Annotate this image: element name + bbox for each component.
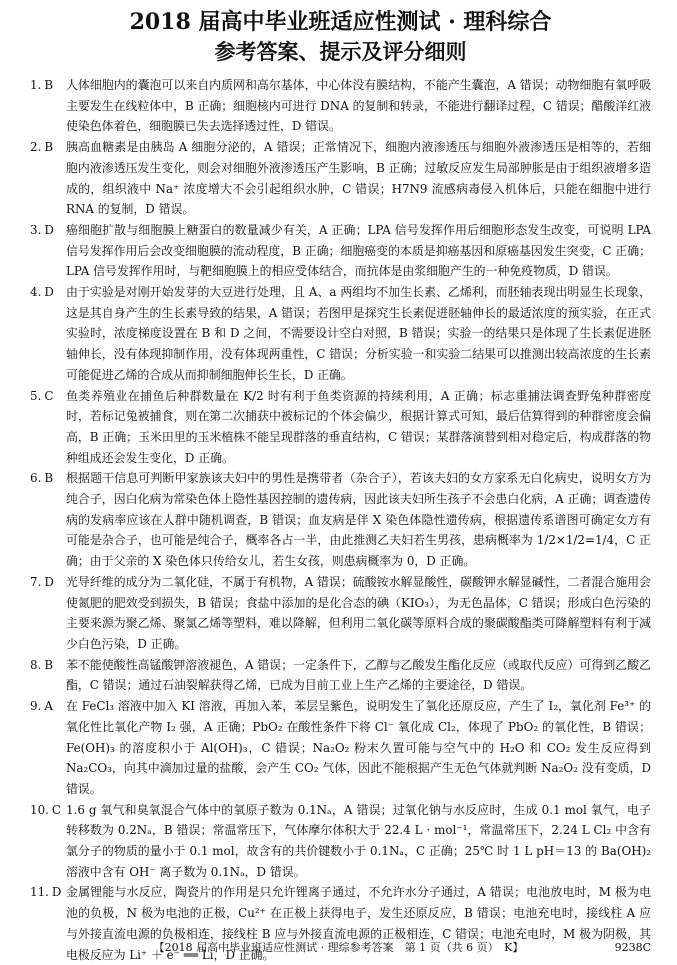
answer-explanation: 苯不能使酸性高锰酸钾溶液褪色，A 错误；一定条件下，乙醇与乙酸发生酯化反应（或取代反应）可得到乙酸乙酯，C 错误；通过石油裂解获得乙烯，已成为目前工业上生产乙烯的主要途径，D 错误。: [66, 657, 651, 693]
question-number: [30, 386, 64, 407]
answer-choice: B: [44, 140, 54, 155]
question-number-label: 9.: [30, 699, 42, 714]
answer-choice: C: [44, 388, 54, 403]
question-number-label: 11.: [30, 885, 49, 900]
answer-explanation: 鱼类养殖业在捕鱼后种群数量在 K/2 时有利于鱼类资源的持续利用，A 正确；标志重捕法调查野兔种群密度时，若标记兔被捕食，则在第二次捕获中被标记的个体会偏少，根据计算式可知，最后估算得到的种群密度会偏高，B 正确；玉米田里的玉米植株不能呈现群落的垂直结构，C 错误；某群落演替到相对稳定后，构成群落的物种组成还会发生变化，D 正确。: [66, 388, 651, 465]
answer-item: [30, 282, 651, 386]
answer-item: [30, 75, 651, 137]
question-number-label: 6.: [30, 471, 42, 486]
question-number: [30, 220, 64, 241]
question-number-label: 1.: [30, 78, 42, 92]
answer-explanation: 金属锂能与水反应，陶瓷片的作用是只允许锂离子通过，不允许水分子通过，A 错误；电池放电时，M 极为电池的负极，N 极为电池的正极，Cu²⁺ 在正极上获得电子，发生还原反应，B 错误；电池充电时，接线柱 A 应与外接直流电源的负极相连，接线柱 B 应与外接直流电源的正极相连，C 错误；电池充电时，M 极为阴极，其电极反应为 Li⁺ ＋ e⁻ ══ Li，D 正确。: [66, 885, 651, 962]
answer-explanation: 光导纤维的成分为二氧化硅，不属于有机物，A 错误；硫酸铵水解显酸性，碳酸钾水解显碱性，二者混合施用会使氮肥的肥效受到损失，B 错误；食盐中添加的是化合态的碘（KIO₃），为无色晶体，C 错误；形成白色污染的主要来源为聚乙烯、聚氯乙烯等塑料，难以降解，但利用二氧化碳等原料合成的聚碳酸酯类可降解塑料有利于减少白色污染，D 正确。: [66, 574, 651, 651]
answer-item: [30, 572, 651, 655]
answer-item: [30, 137, 651, 220]
answer-item: [30, 386, 651, 469]
answer-choice: D: [44, 222, 54, 237]
answer-explanation: 癌细胞扩散与细胞膜上糖蛋白的数量减少有关，A 正确；LPA 信号发挥作用后细胞形态发生改变，可说明 LPA 信号发挥作用后会改变细胞膜的流动程度，B 正确；细胞癌变的本质是抑癌基因和原癌基因发生突变，C 正确；LPA 信号发挥作用时，与靶细胞膜上的相应受体结合，而抗体是由浆细胞产生的一种免疫物质，D 错误。: [66, 222, 651, 279]
question-number-label: 10.: [30, 802, 49, 817]
answer-list: [30, 75, 651, 965]
answer-item: [30, 800, 651, 883]
document-subtitle: 参考答案、提示及评分细则: [214, 39, 467, 64]
question-number: [30, 800, 64, 821]
answer-explanation: 人体细胞内的囊泡可以来自内质网和高尔基体，中心体没有膜结构，不能产生囊泡，A 错误；动物细胞有氧呼吸主要发生在线粒体中，B 正确；细胞核内可进行 DNA 的复制和转录，不能进行翻译过程，C 错误；醋酸洋红液使染色体着色，细胞膜已失去选择透过性，D 错误。: [66, 78, 651, 134]
question-number: [30, 655, 64, 676]
question-number: [30, 282, 64, 303]
question-number-label: 5.: [30, 388, 42, 403]
question-number: [30, 75, 64, 96]
answer-choice: D: [51, 885, 62, 900]
question-number-label: 3.: [30, 222, 42, 237]
answer-explanation: 由于实验是对刚开始发芽的大豆进行处理，且 A、a 两组均不加生长素、乙烯利，而胚轴表现出明显生长现象，这是其自身产生的生长素导致的结果，A 错误；若图甲是探究生长素促进胚轴伸长的最适浓度的预实验，在正式实验时，浓度梯度设置在 B 和 D 之间，不需要设计空白对照，B 错误；实验一的结果只是体现了生长素促进胚轴伸长，没有体现抑制作用，没有体现两重性，C 错误；分析实验一和实验二结果可以推测出较高浓度的生长素可能促进乙烯的合成从而抑制细胞伸长生长，D 正确。: [66, 285, 651, 382]
answer-item: [30, 220, 651, 282]
answer-choice: B: [44, 78, 54, 92]
question-number: [30, 137, 64, 158]
question-number: [30, 882, 64, 903]
document-title: 2018 届高中毕业班适应性测试 · 理科综合: [129, 9, 552, 35]
answer-choice: B: [44, 471, 54, 486]
page-footer: [0, 941, 677, 955]
answer-explanation: 根据题干信息可判断甲家族该夫妇中的男性是携带者（杂合子），若该夫妇的女方家系无白化病史，说明女方为纯合子，因白化病为常染色体上隐性基因控制的遗传病，因此该夫妇所生孩子不会患白化病，A 正确；调查遗传病的发病率应该在人群中随机调查，B 错误；血友病是伴 X 染色体隐性遗传病，根据遗传系谱图可确定女方有可能是杂合子，也可能是纯合子，概率各占一半，由此推测乙夫妇若生男孩，患病概率为 1/2×1/2=1/4，C 正确；由于父亲的 X 染色体只传给女儿，若生女孩，则患病概率为 0，D 正确。: [66, 471, 651, 569]
question-number-label: 8.: [30, 657, 42, 672]
answer-choice: D: [44, 285, 54, 300]
footer-text: 【2018 届高中毕业班适应性测试 · 理综参考答案 第 1 页（共 6 页） K】: [153, 941, 524, 954]
answer-explanation: 在 FeCl₃ 溶液中加入 KI 溶液，再加入苯，苯层呈紫色，说明发生了氧化还原反应，产生了 I₂，氧化剂 Fe³⁺ 的氧化性比氧化产物 I₂ 强，A 正确；PbO₂ 在酸性条件下将 Cl⁻ 氧化成 Cl₂，体现了 PbO₂ 的氧化性，B 错误；Fe(OH)₃ 的溶度积小于 Al(OH)₃，C 错误；Na₂O₂ 粉末久置可能与空气中的 H₂O 和 CO₂ 发生反应得到 Na₂CO₃，向其中滴加过量的盐酸，会产生 CO₂ 气体，因此不能根据产生无色气体就判断 Na₂O₂ 没有变质，D 错误。: [66, 699, 651, 796]
question-number: [30, 572, 64, 593]
document-code: 9238C: [614, 941, 651, 954]
question-number: [30, 696, 64, 717]
answer-choice: C: [51, 802, 62, 817]
answer-choice: D: [44, 574, 54, 589]
answer-item: [30, 468, 651, 572]
question-number-label: 7.: [30, 574, 42, 589]
answer-choice: A: [44, 699, 53, 714]
question-number: [30, 468, 64, 489]
question-number-label: 2.: [30, 140, 42, 155]
question-number-label: 4.: [30, 285, 42, 300]
answer-explanation: 1.6 g 氧气和臭氧混合气体中的氧原子数为 0.1Nₐ，A 错误；过氧化钠与水反应时，生成 0.1 mol 氧气，电子转移数为 0.2Nₐ，B 错误；常温常压下，气体摩尔体积大于 22.4 L · mol⁻¹，常温常压下，2.24 L Cl₂ 中含有氯分子的物质的量小于 0.1 mol，故含有的共价键数小于 0.1Nₐ，C 正确；25℃ 时 1 L pH＝13 的 Ba(OH)₂ 溶液中含有 OH⁻ 离子数为 0.1Nₐ，D 错误。: [66, 802, 651, 879]
answer-item: [30, 696, 651, 800]
answer-choice: B: [44, 657, 54, 672]
answer-item: [30, 655, 651, 696]
answer-explanation: 胰高血糖素是由胰岛 A 细胞分泌的，A 错误；正常情况下，细胞内液渗透压与细胞外液渗透压是相等的，若细胞内液渗透压发生变化，则会对细胞外液渗透压产生影响，B 正确；过敏反应发生局部肿胀是由于组织液增多造成的，组织液中 Na⁺ 浓度增大不会引起组织水肿，C 错误；H7N9 流感病毒侵入机体后，只能在细胞中进行 RNA 的复制，D 错误。: [66, 140, 651, 217]
